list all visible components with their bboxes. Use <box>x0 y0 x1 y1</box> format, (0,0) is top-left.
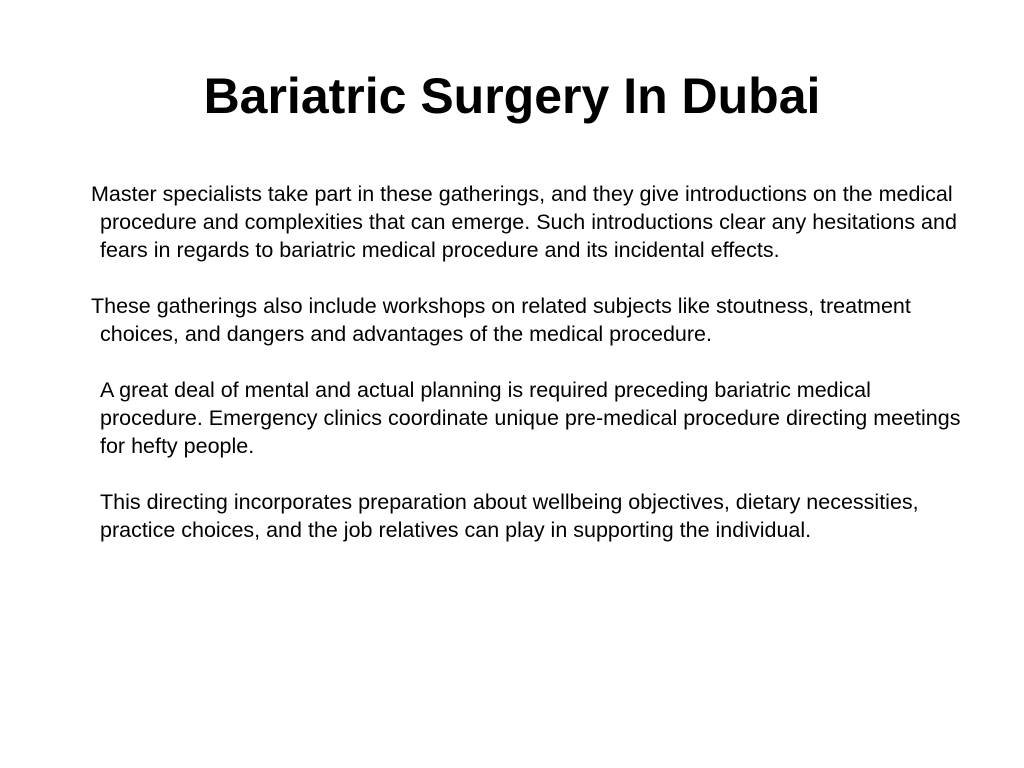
body-paragraph-1: Master specialists take part in these gatherings, and they give introductions on the medical procedure and complexities that can emerge. Such introductions clear any hesitations and fears in regards to bariatric medical procedure and its incidental effects. <box>91 182 957 262</box>
body-paragraph-3: A great deal of mental and actual planning is required preceding bariatric medical procedure. Emergency clinics coordinate unique pre-medical procedure directing meetings for hefty people. <box>100 378 961 458</box>
slide-title: Bariatric Surgery In Dubai <box>203 68 821 124</box>
body-paragraph-2: These gatherings also include workshops on related subjects like stoutness, treatment choices, and dangers and advantages of the medical procedure. <box>91 294 911 346</box>
slide-body <box>84 180 974 572</box>
body-paragraph-4: This directing incorporates preparation about wellbeing objectives, dietary necessities, practice choices, and the job relatives can play in supporting the individual. <box>100 490 919 542</box>
